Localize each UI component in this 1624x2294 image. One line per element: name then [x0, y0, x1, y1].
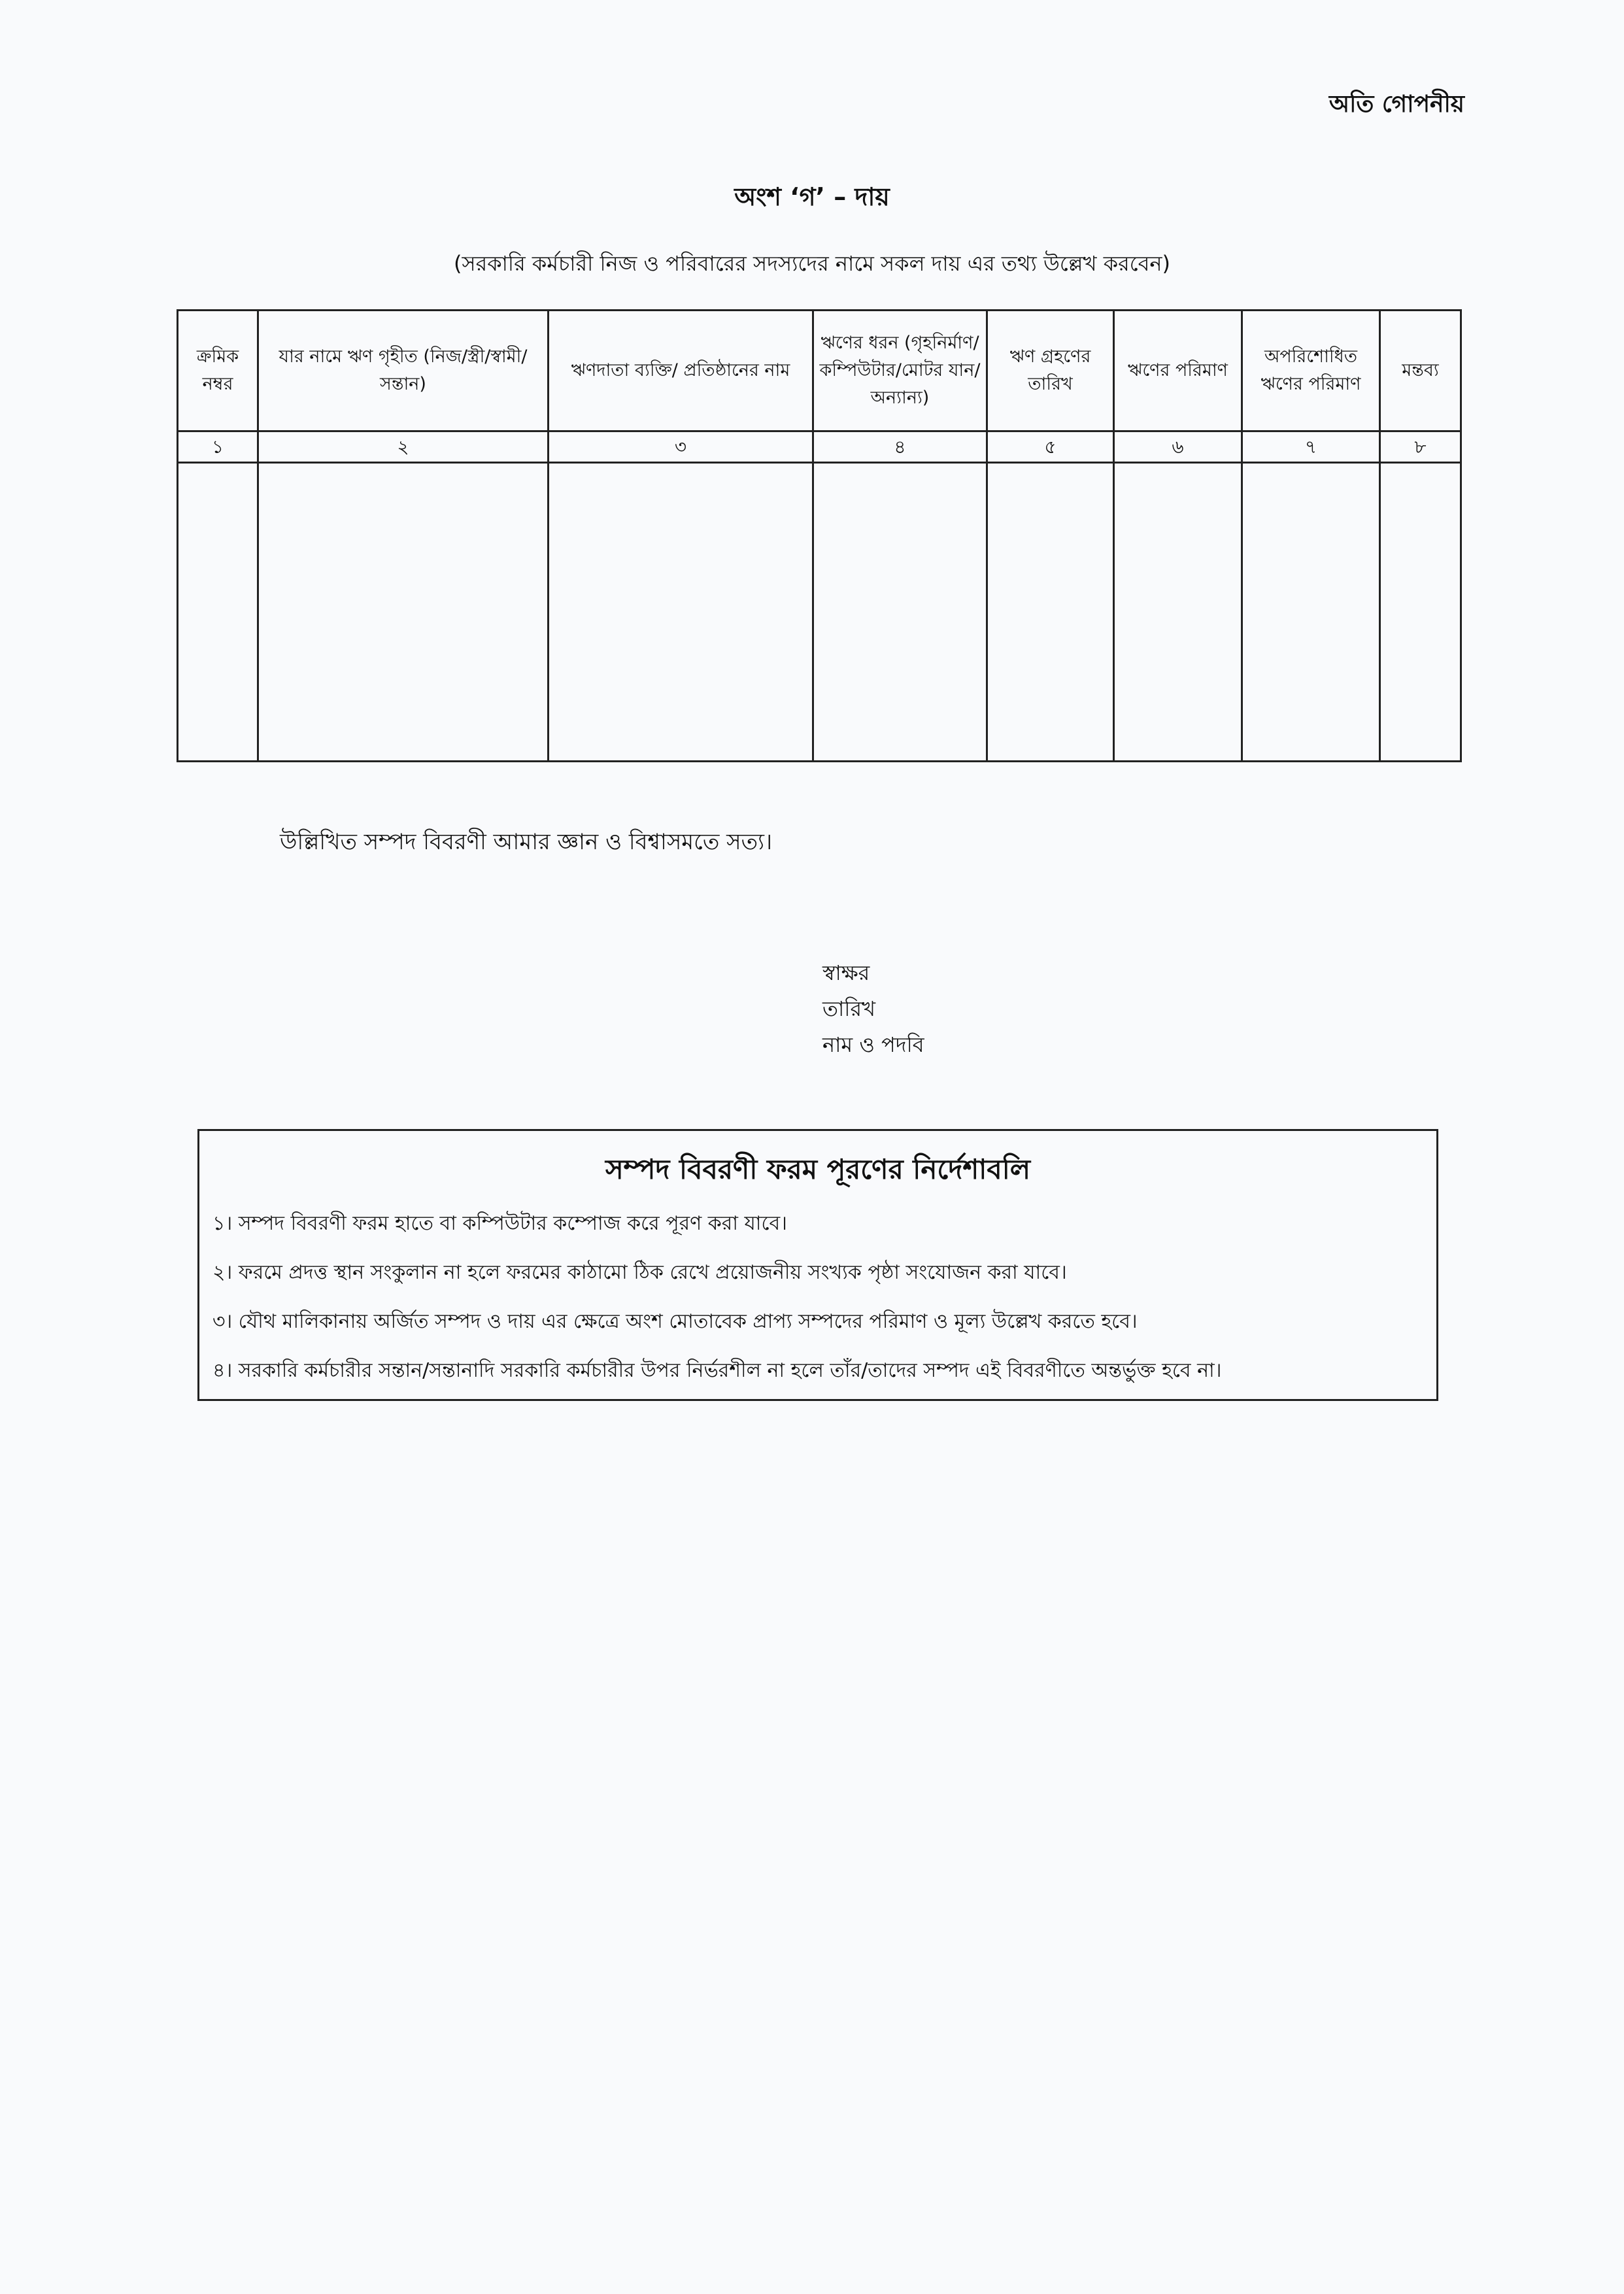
- declaration-text: উল্লিখিত সম্পদ বিবরণী আমার জ্ঞান ও বিশ্বাসমতে সত্য।: [280, 829, 773, 855]
- instruction-item: ২। ফরমে প্রদত্ত স্থান সংকুলান না হলে ফরমের কাঠামো ঠিক রেখে প্রয়োজনীয় সংখ্যক পৃষ্ঠা সংযোজন করা যাবে।: [212, 1261, 1067, 1284]
- column-header-unpaid-amount: অপরিশোধিত ঋণের পরিমাণ: [1242, 311, 1380, 431]
- entry-cell-remarks[interactable]: [1380, 463, 1461, 762]
- instruction-item: ৩। যৌথ মালিকানায় অর্জিত সম্পদ ও দায় এর ক্ষেত্রে অংশ মোতাবেক প্রাপ্য সম্পদের পরিমাণ ও মূল্য উল্লেখ করতে হবে।: [212, 1310, 1138, 1333]
- entry-cell-serial[interactable]: [178, 463, 258, 762]
- column-number: ৬: [1114, 431, 1242, 463]
- entry-cell-lender[interactable]: [549, 463, 813, 762]
- column-header-loan-amount: ঋণের পরিমাণ: [1114, 311, 1242, 431]
- entry-cell-loan-type[interactable]: [813, 463, 987, 762]
- instructions-box: [197, 1129, 1438, 1401]
- entry-cell-loan-date[interactable]: [987, 463, 1114, 762]
- column-header-borrower: যার নামে ঋণ গৃহীত (নিজ/স্ত্রী/স্বামী/সন্তান): [258, 311, 549, 431]
- column-number: ১: [178, 431, 258, 463]
- column-header-serial: ক্রমিক নম্বর: [178, 311, 258, 431]
- column-number-row: [178, 431, 1461, 463]
- confidential-label: অতি গোপনীয়: [1328, 91, 1464, 118]
- column-number: ৪: [813, 431, 987, 463]
- table-entry-row: [178, 463, 1461, 762]
- entry-cell-unpaid-amount[interactable]: [1242, 463, 1380, 762]
- date-label: তারিখ: [822, 996, 876, 1021]
- column-number: ৫: [987, 431, 1114, 463]
- column-number: ৮: [1380, 431, 1461, 463]
- column-header-lender: ঋণদাতা ব্যক্তি/ প্রতিষ্ঠানের নাম: [549, 311, 813, 431]
- entry-cell-loan-amount[interactable]: [1114, 463, 1242, 762]
- column-number: ৭: [1242, 431, 1380, 463]
- entry-cell-borrower[interactable]: [258, 463, 549, 762]
- column-number: ২: [258, 431, 549, 463]
- liability-table: [177, 309, 1462, 762]
- signature-label: স্বাক্ষর: [822, 960, 870, 985]
- instructions-title: সম্পদ বিবরণী ফরম পূরণের নির্দেশাবলি: [605, 1153, 1031, 1185]
- instruction-item: ৪। সরকারি কর্মচারীর সন্তান/সন্তানাদি সরকারি কর্মচারীর উপর নির্ভরশীল না হলে তাঁর/তাদের সম্পদ এই বিবরণীতে অন্তর্ভুক্ত হবে না।: [212, 1359, 1222, 1382]
- table-header-row: [178, 311, 1461, 431]
- part-title: অংশ ‘গ’ – দায়: [734, 182, 890, 211]
- column-number: ৩: [549, 431, 813, 463]
- column-header-remarks: মন্তব্য: [1380, 311, 1461, 431]
- column-header-loan-date: ঋণ গ্রহণের তারিখ: [987, 311, 1114, 431]
- name-designation-label: নাম ও পদবি: [822, 1032, 924, 1057]
- instruction-item: ১। সম্পদ বিবরণী ফরম হাতে বা কম্পিউটার কম্পোজ করে পূরণ করা যাবে।: [212, 1212, 787, 1235]
- column-header-loan-type: ঋণের ধরন (গৃহনির্মাণ/ কম্পিউটার/মোটর যান/অন্যান্য): [813, 311, 987, 431]
- part-subtitle: (সরকারি কর্মচারী নিজ ও পরিবারের সদস্যদের নামে সকল দায় এর তথ্য উল্লেখ করবেন): [454, 251, 1170, 276]
